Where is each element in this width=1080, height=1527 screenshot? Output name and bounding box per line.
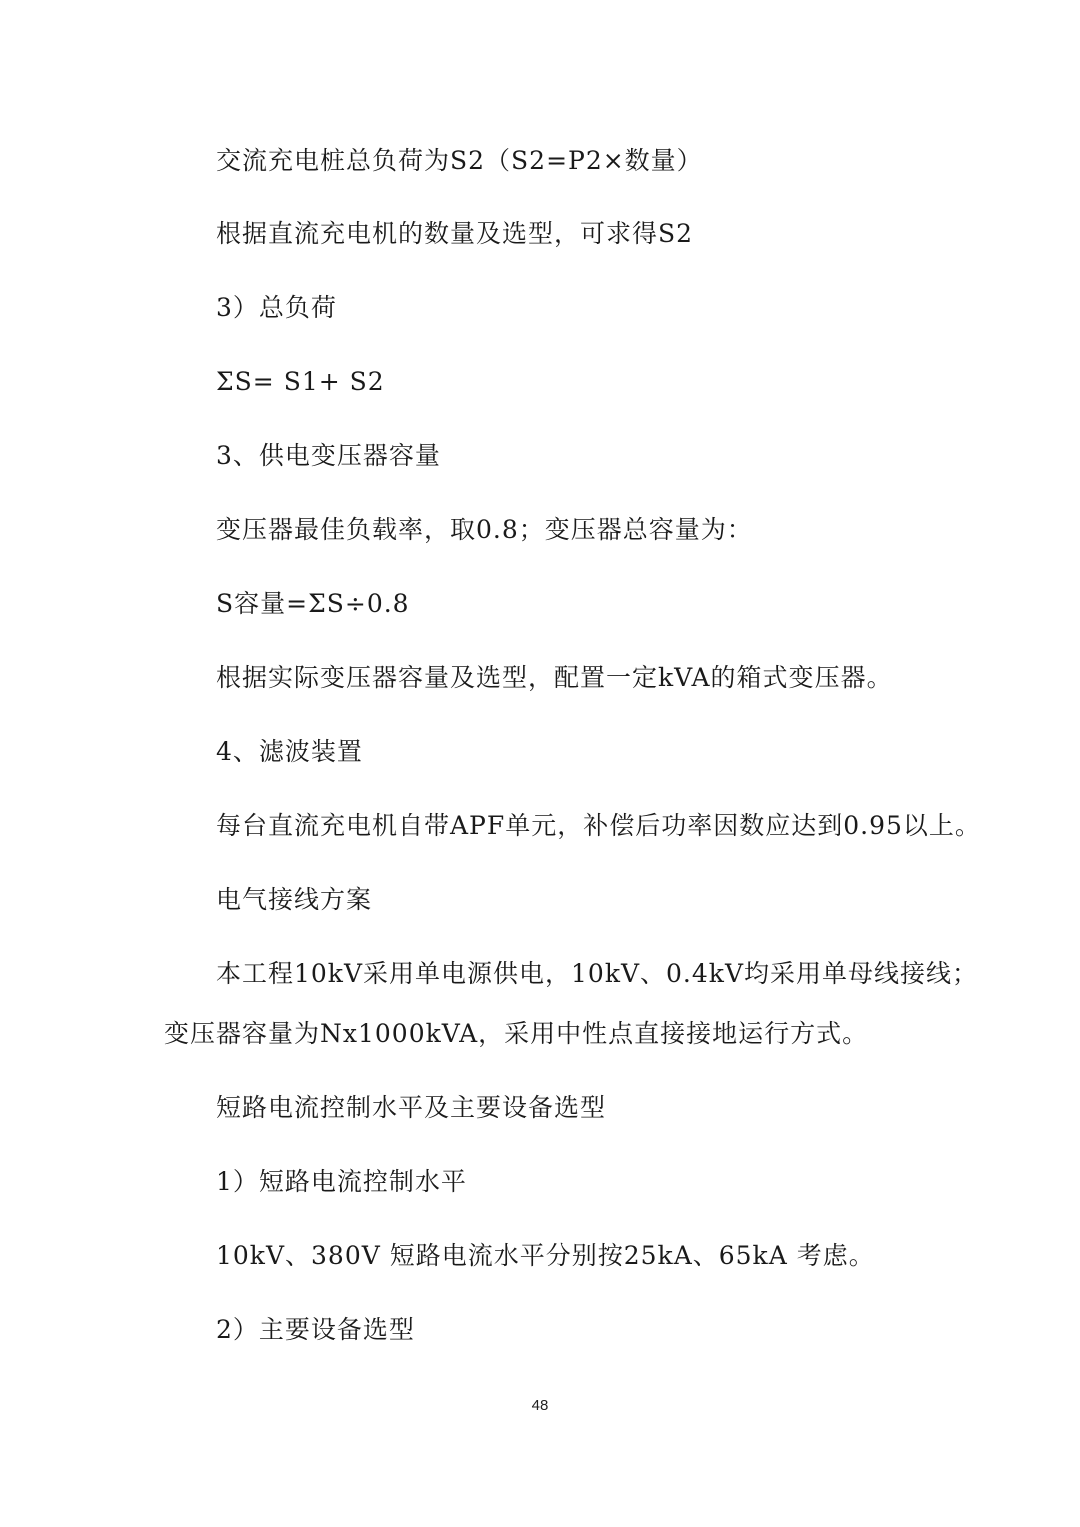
heading-filter-device: 4、滤波装置 [216, 737, 363, 766]
formula-total-load: ΣS= S1+ S2 [216, 367, 385, 396]
heading-short-circuit-level: 1）短路电流控制水平 [216, 1167, 467, 1196]
page-number: 48 [531, 1397, 549, 1414]
heading-total-load: 3）总负荷 [216, 293, 337, 322]
paragraph-power-supply: 本工程10kV采用单电源供电，10kV、0.4kV均采用单母线接线； [216, 959, 978, 988]
heading-transformer-capacity: 3、供电变压器容量 [216, 441, 441, 470]
paragraph-power-supply-continued: 变压器容量为Nx1000kVA，采用中性点直接接地运行方式。 [164, 1019, 869, 1048]
heading-main-equipment: 2）主要设备选型 [216, 1315, 415, 1344]
paragraph-transformer-load-rate: 变压器最佳负载率，取0.8；变压器总容量为： [216, 515, 753, 544]
heading-wiring-scheme: 电气接线方案 [216, 885, 373, 914]
formula-transformer-capacity: S容量=ΣS÷0.8 [216, 589, 410, 618]
paragraph-apf-unit: 每台直流充电机自带APF单元，补偿后功率因数应达到0.95以上。 [216, 811, 981, 840]
paragraph-ac-charger-load: 交流充电桩总负荷为S2（S2=P2×数量） [216, 146, 703, 175]
heading-short-circuit-and-equipment: 短路电流控制水平及主要设备选型 [216, 1093, 607, 1122]
paragraph-box-transformer: 根据实际变压器容量及选型，配置一定kVA的箱式变压器。 [216, 663, 893, 692]
paragraph-short-circuit-level: 10kV、380V 短路电流水平分别按25kA、65kA 考虑。 [216, 1241, 875, 1270]
paragraph-dc-charger-selection: 根据直流充电机的数量及选型，可求得S2 [216, 219, 694, 248]
